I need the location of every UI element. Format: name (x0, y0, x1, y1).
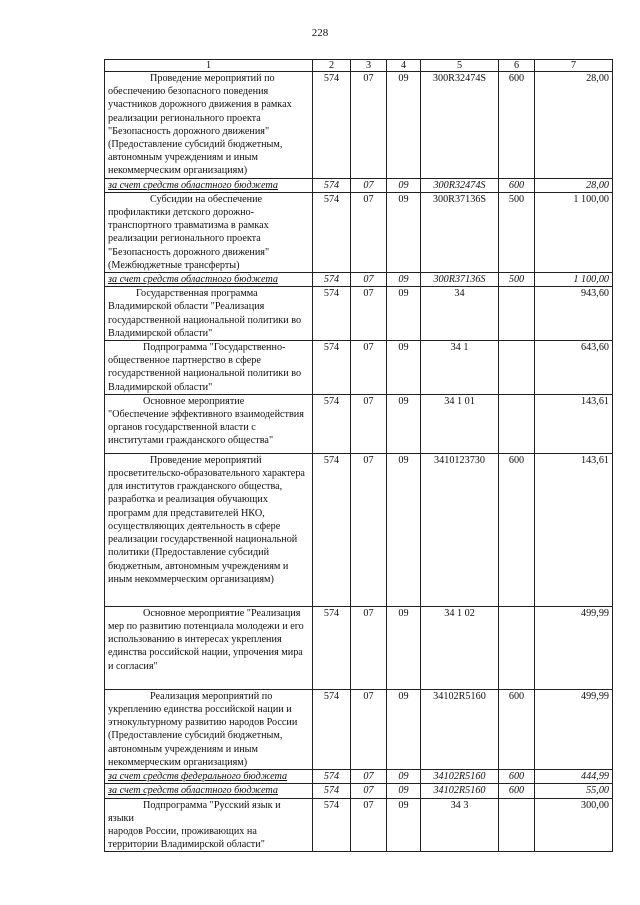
amount-cell: 300,00 (535, 798, 613, 852)
table-row (105, 394, 613, 453)
section-code-cell: 07 (351, 606, 387, 689)
row-name-line: политики (Предоставление субсидий (108, 547, 270, 559)
section-code-cell: 07 (351, 178, 387, 192)
row-name-line: за счет средств федерального бюджета (108, 771, 288, 783)
row-name-cell (105, 784, 313, 798)
header-col-3: 3 (351, 60, 387, 72)
row-name-cell (105, 72, 313, 179)
row-name-line: разработка и реализация обучающих (108, 494, 268, 506)
table-header-row (105, 60, 613, 72)
row-name-line: Проведение мероприятий по (150, 73, 275, 84)
subsection-code-cell: 09 (387, 192, 421, 272)
row-name-cell (105, 453, 313, 606)
section-code-cell: 07 (351, 192, 387, 272)
row-name-line: программ для представителей НКО, (108, 507, 265, 519)
row-name-cell (105, 770, 313, 784)
row-name-line: Реализация мероприятий по (150, 690, 273, 702)
amount-cell: 55,00 (535, 784, 613, 798)
table-row (105, 72, 613, 179)
subsection-code-cell: 09 (387, 798, 421, 852)
admin-code-cell: 574 (313, 453, 351, 606)
target-article-cell: 300R37136S (421, 273, 499, 287)
row-name-line: народов России, проживающих на (108, 825, 257, 837)
section-code-cell: 07 (351, 798, 387, 852)
amount-cell: 1 100,00 (535, 192, 613, 272)
expense-type-cell (499, 394, 535, 453)
header-col-5: 5 (421, 60, 499, 72)
table-row (105, 453, 613, 606)
row-name-line: Основное мероприятие (143, 395, 245, 407)
row-name-line: использованию в интересах укрепления (108, 634, 282, 646)
row-name-line: укреплению единства российской нации и (108, 704, 292, 716)
row-name-line: реализации регионального проекта (108, 112, 261, 124)
admin-code-cell: 574 (313, 287, 351, 341)
admin-code-cell: 574 (313, 72, 351, 179)
admin-code-cell: 574 (313, 192, 351, 272)
subsection-code-cell: 09 (387, 394, 421, 453)
section-code-cell: 07 (351, 287, 387, 341)
row-name-cell (105, 689, 313, 769)
expense-type-cell (499, 341, 535, 395)
admin-code-cell: 574 (313, 784, 351, 798)
budget-table (104, 59, 613, 852)
table-row (105, 192, 613, 272)
target-article-cell: 34 1 01 (421, 394, 499, 453)
section-code-cell: 07 (351, 453, 387, 606)
row-name-line: этнокультурному развитию народов России (108, 717, 298, 729)
amount-cell: 444,99 (535, 770, 613, 784)
row-name-line: Государственная программа (136, 288, 258, 300)
expense-type-cell: 600 (499, 784, 535, 798)
section-code-cell: 07 (351, 394, 387, 453)
admin-code-cell: 574 (313, 178, 351, 192)
expense-type-cell: 600 (499, 72, 535, 179)
subsection-code-cell: 09 (387, 273, 421, 287)
admin-code-cell: 574 (313, 341, 351, 395)
expense-type-cell: 600 (499, 453, 535, 606)
table-row (105, 798, 613, 852)
row-name-line: институтами гражданского общества" (108, 435, 274, 447)
amount-cell: 643,60 (535, 341, 613, 395)
row-name-line: территории Владимирской области" (108, 839, 265, 851)
row-name-line: иным некоммерческим организациям) (108, 573, 274, 585)
row-name-line: (Предоставление субсидий бюджетным, (108, 139, 283, 151)
row-name-line: Субсидии на обеспечение (150, 193, 263, 205)
row-name-line: просветительско-образовательного характера (108, 468, 305, 480)
target-article-cell: 300R37136S (421, 192, 499, 272)
expense-type-cell (499, 606, 535, 689)
row-name-line: за счет средств областного бюджета (108, 179, 278, 191)
row-name-line: "Обеспечение эффективного взаимодействия (108, 409, 304, 421)
section-code-cell: 07 (351, 72, 387, 179)
section-code-cell: 07 (351, 341, 387, 395)
amount-cell: 499,99 (535, 689, 613, 769)
row-name-line: и согласия" (108, 660, 158, 672)
row-name-cell (105, 287, 313, 341)
funding-source-row (105, 178, 613, 192)
admin-code-cell: 574 (313, 606, 351, 689)
row-name-line: обеспечению безопасного поведения (108, 86, 269, 98)
row-name-cell (105, 341, 313, 395)
row-name-cell (105, 394, 313, 453)
amount-cell: 143,61 (535, 453, 613, 606)
row-name-cell (105, 798, 313, 852)
row-name-line: (Предоставление субсидий бюджетным, (108, 730, 283, 742)
header-col-2: 2 (313, 60, 351, 72)
row-name-line: бюджетным, автономным учреждениям и (108, 560, 289, 572)
table-row (105, 341, 613, 395)
row-name-line: единства российской нации, упрочения мира (108, 647, 303, 659)
section-code-cell: 07 (351, 770, 387, 784)
row-name-line: осуществляющих деятельность в сфере (108, 520, 281, 532)
amount-cell: 943,60 (535, 287, 613, 341)
expense-type-cell (499, 287, 535, 341)
amount-cell: 143,61 (535, 394, 613, 453)
row-name-line: органов государственной власти с (108, 422, 256, 434)
admin-code-cell: 574 (313, 770, 351, 784)
row-name-line: реализации регионального проекта (108, 233, 261, 245)
target-article-cell: 34 1 (421, 341, 499, 395)
table-row (105, 689, 613, 769)
row-name-line: за счет средств областного бюджета (108, 274, 278, 286)
subsection-code-cell: 09 (387, 689, 421, 769)
row-name-line: Подпрограмма "Русский язык и языки (108, 799, 281, 824)
row-name-cell (105, 178, 313, 192)
subsection-code-cell: 09 (387, 72, 421, 179)
admin-code-cell: 574 (313, 394, 351, 453)
subsection-code-cell: 09 (387, 287, 421, 341)
section-code-cell: 07 (351, 273, 387, 287)
row-name-line: "Безопасность дорожного движения" (108, 246, 270, 258)
row-name-line: общественное партнерство в сфере (108, 355, 261, 367)
expense-type-cell: 600 (499, 689, 535, 769)
target-article-cell: 34102R5160 (421, 689, 499, 769)
expense-type-cell: 600 (499, 770, 535, 784)
admin-code-cell: 574 (313, 798, 351, 852)
subsection-code-cell: 09 (387, 606, 421, 689)
expense-type-cell: 600 (499, 178, 535, 192)
expense-type-cell: 500 (499, 273, 535, 287)
funding-source-row (105, 273, 613, 287)
subsection-code-cell: 09 (387, 341, 421, 395)
row-name-line: (Межбюджетные трансферты) (108, 259, 240, 271)
row-name-line: Подпрограмма "Государственно- (143, 342, 286, 354)
table-row (105, 606, 613, 689)
page-number: 228 (311, 27, 329, 39)
table-row (105, 287, 613, 341)
header-col-1: 1 (105, 60, 313, 72)
row-name-line: для институтов гражданского общества, (108, 481, 283, 493)
row-name-line: некоммерческим организациям) (108, 165, 248, 177)
row-name-line: автономным учреждениям и иным (108, 743, 258, 755)
subsection-code-cell: 09 (387, 453, 421, 606)
section-code-cell: 07 (351, 689, 387, 769)
header-col-6: 6 (499, 60, 535, 72)
row-name-line: Владимирской области "Реализация (108, 301, 265, 313)
target-article-cell: 34 (421, 287, 499, 341)
subsection-code-cell: 09 (387, 784, 421, 798)
amount-cell: 499,99 (535, 606, 613, 689)
funding-source-row (105, 784, 613, 798)
row-name-line: Проведение мероприятий (150, 454, 262, 466)
header-col-7: 7 (535, 60, 613, 72)
row-name-cell (105, 273, 313, 287)
subsection-code-cell: 09 (387, 770, 421, 784)
target-article-cell: 34 3 (421, 798, 499, 852)
row-name-line: государственной национальной политики во (108, 314, 302, 326)
row-name-line: государственной национальной политики во (108, 368, 302, 380)
funding-source-row (105, 770, 613, 784)
row-name-line: профилактики детского дорожно- (108, 207, 255, 219)
admin-code-cell: 574 (313, 689, 351, 769)
section-code-cell: 07 (351, 784, 387, 798)
header-col-4: 4 (387, 60, 421, 72)
row-name-line: реализации государственной национальной (108, 534, 298, 546)
admin-code-cell: 574 (313, 273, 351, 287)
target-article-cell: 300R32474S (421, 178, 499, 192)
row-name-line: Основное мероприятие "Реализация (143, 607, 301, 619)
subsection-code-cell: 09 (387, 178, 421, 192)
expense-type-cell: 500 (499, 192, 535, 272)
target-article-cell: 34102R5160 (421, 784, 499, 798)
target-article-cell: 300R32474S (421, 72, 499, 179)
row-name-line: Владимирской области" (108, 327, 213, 339)
target-article-cell: 34102R5160 (421, 770, 499, 784)
row-name-cell (105, 606, 313, 689)
row-name-line: Владимирской области" (108, 381, 213, 393)
row-name-cell (105, 192, 313, 272)
target-article-cell: 3410123730 (421, 453, 499, 606)
row-name-line: некоммерческим организациям) (108, 756, 248, 768)
row-name-line: автономным учреждениям и иным (108, 152, 258, 164)
expense-type-cell (499, 798, 535, 852)
target-article-cell: 34 1 02 (421, 606, 499, 689)
amount-cell: 28,00 (535, 178, 613, 192)
row-name-line: мер по развитию потенциала молодежи и его (108, 621, 304, 633)
row-name-line: "Безопасность дорожного движения" (108, 125, 270, 137)
amount-cell: 1 100,00 (535, 273, 613, 287)
row-name-line: за счет средств областного бюджета (108, 785, 278, 797)
row-name-line: транспортного травматизма в рамках (108, 220, 269, 232)
row-name-line: участников дорожного движения в рамках (108, 99, 292, 111)
amount-cell: 28,00 (535, 72, 613, 179)
